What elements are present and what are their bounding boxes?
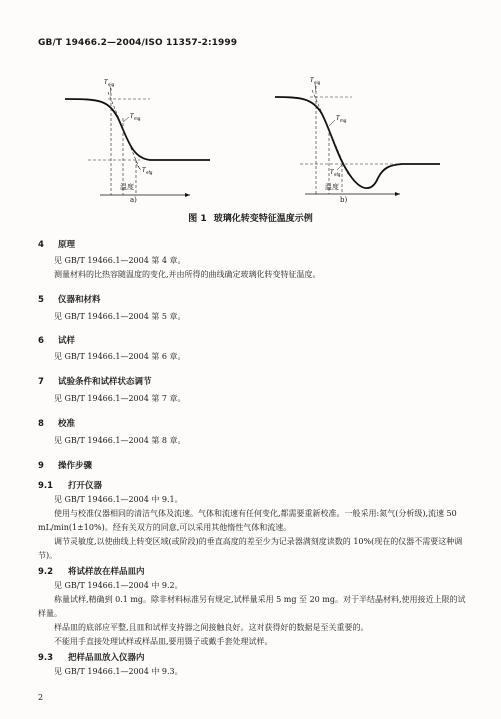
panel-b-axis-label: 温度 [325, 183, 339, 191]
paragraph: 使用与校准仪器相同的清洁气体及流速。气体和流速有任何变化,都需要重新校准。一般采用:氮气(分析级),流速 50 mL/min(1±10%)。经有关双方的同意,可以采用其他惰性气体和流速。 [38, 509, 457, 532]
section-heading: 4 原理 [38, 240, 76, 250]
section-heading: 6 试样 [38, 336, 76, 346]
paragraph: 见 GB/T 19466.1—2004 第 8 章。 [54, 436, 186, 445]
section-heading: 9 操作步骤 [38, 461, 93, 471]
paragraph: 见 GB/T 19466.1—2004 第 7 章。 [54, 394, 186, 403]
paragraph: 见 GB/T 19466.1—2004 中 9.2。 [54, 581, 183, 590]
page-number: 2 [38, 693, 44, 702]
svg-text:T: T [142, 167, 146, 174]
subsection-heading: 9.1 打开仪器 [38, 481, 103, 491]
section-heading: 8 校准 [38, 419, 76, 429]
svg-text:mg: mg [340, 118, 347, 123]
svg-text:eig: eig [314, 80, 321, 85]
paragraph: 称量试样,精确到 0.1 mg。除非材料标准另有规定,试样量采用 5 mg 至 20 mg。对于半结晶材料,使用接近上限的试样量。 [38, 595, 466, 618]
figure-1-panels [0, 70, 501, 220]
paragraph: 见 GB/T 19466.1—2004 中 9.1。 [54, 495, 183, 504]
paragraph: 不能用手直接处理试样或样品皿,要用镊子或戴手套处理试样。 [54, 637, 273, 646]
figure-caption [0, 211, 501, 224]
subsection-heading: 9.2 将试样放在样品皿内 [38, 567, 145, 577]
section-heading: 7 试验条件和试样状态调节 [38, 377, 152, 387]
panel-b-label: b) [340, 196, 348, 204]
figure-panel-b [275, 77, 440, 196]
paragraph: 见 GB/T 19466.1—2004 第 5 章。 [54, 312, 186, 321]
paragraph: 见 GB/T 19466.1—2004 中 9.3。 [54, 667, 183, 676]
svg-text:efg: efg [146, 170, 153, 175]
paragraph: 调节灵敏度,以使曲线上转变区域(或阶段)的垂直高度的差至少为记录器满刻度读数的 10%(现在的仪器不需要这种调节)。 [38, 537, 463, 560]
svg-text:T: T [130, 113, 134, 120]
svg-text:mg: mg [134, 116, 141, 121]
standard-header: GB/T 19466.2—2004/ISO 11357-2:1999 [38, 38, 238, 48]
paragraph: 测量材料的比热容随温度的变化,并由所得的曲线确定玻璃化转变特征温度。 [54, 270, 321, 279]
paragraph: 样品皿的底部应平整,且皿和试样支持器之间接触良好。这对获得好的数据是至关重要的。 [54, 623, 369, 632]
figure-number: 图 1 [188, 214, 207, 224]
svg-text:efg: efg [334, 172, 341, 177]
section-heading: 5 仪器和材料 [38, 295, 101, 305]
panel-a-axis-label: 温度 [120, 183, 134, 191]
paragraph: 见 GB/T 19466.1—2004 第 4 章。 [54, 256, 186, 265]
panel-a-label: a) [130, 196, 137, 204]
subsection-heading: 9.3 把样品皿放入仪器内 [38, 653, 145, 663]
svg-text:T: T [310, 77, 314, 84]
svg-text:T: T [330, 169, 334, 176]
figure-title: 玻璃化转变特征温度示例 [213, 214, 313, 224]
svg-text:eig: eig [108, 82, 115, 87]
svg-text:T: T [104, 79, 108, 86]
paragraph: 见 GB/T 19466.1—2004 第 6 章。 [54, 352, 186, 361]
figure-panel-a [65, 79, 210, 197]
svg-text:T: T [336, 115, 340, 122]
